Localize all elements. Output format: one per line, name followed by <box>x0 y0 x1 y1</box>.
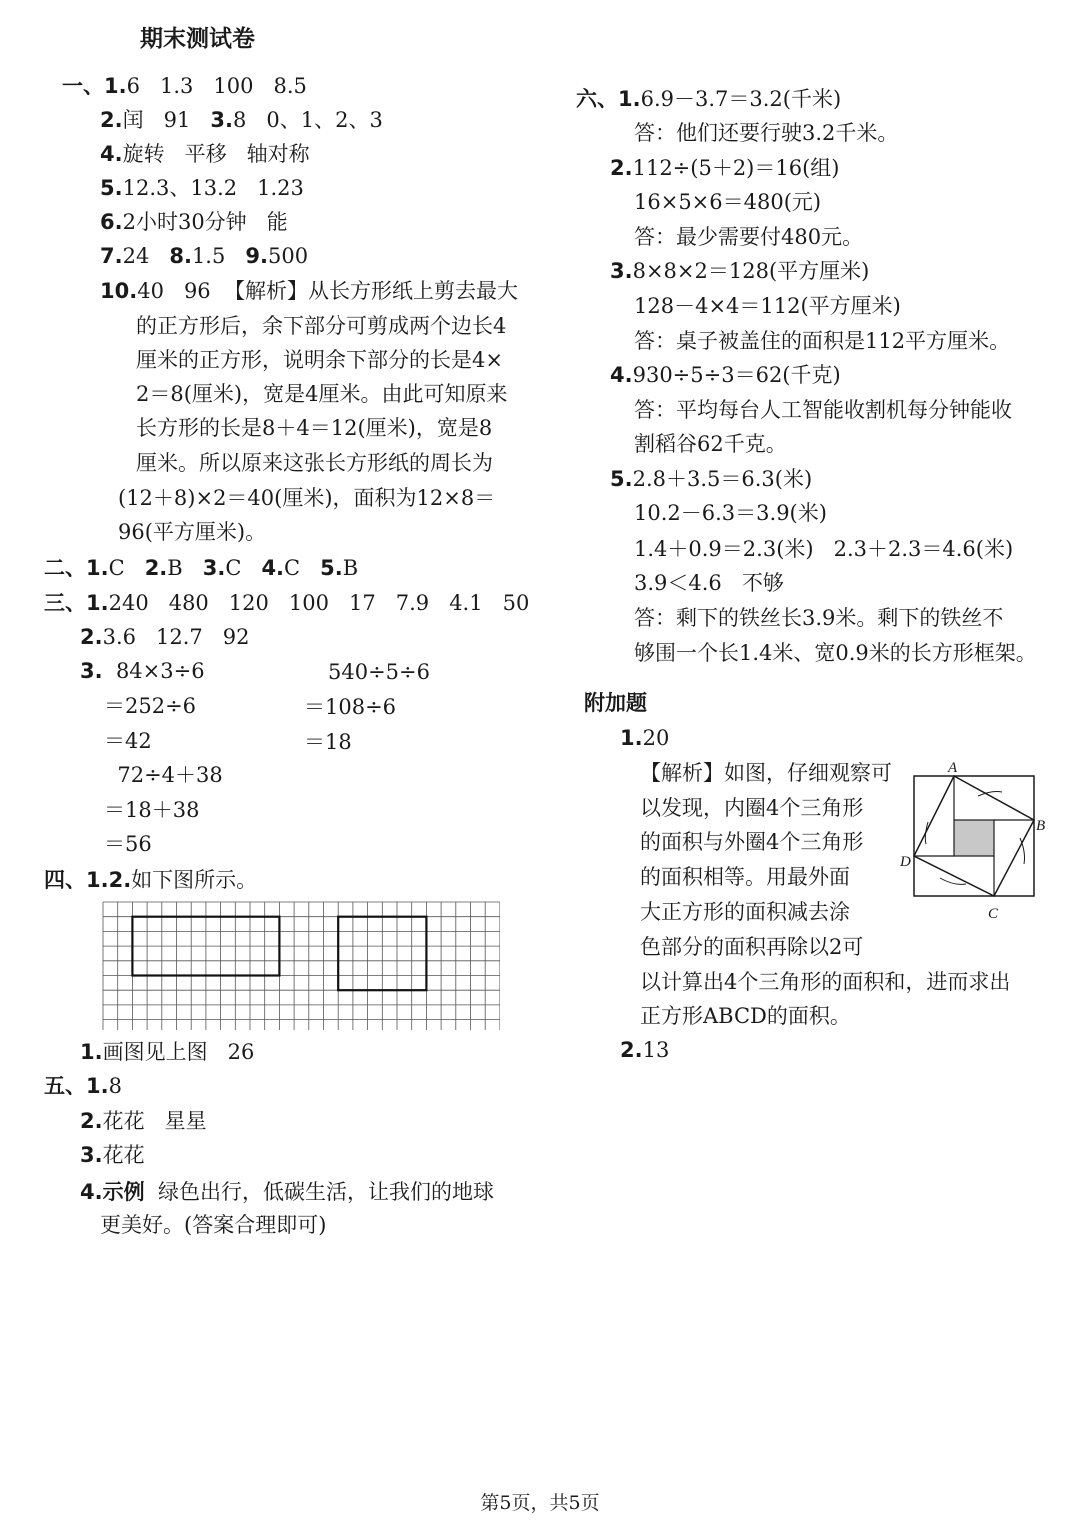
answer-line: 二、1.C 2.B 3.C 4.C 5.B <box>44 556 359 580</box>
answer-line: 六、1.6.9－3.7＝3.2(千米) <box>576 87 842 111</box>
explanation-line: 的面积与外圈4个三角形 <box>640 830 864 854</box>
answer-line: 4.示例 绿色出行，低碳生活，让我们的地球 <box>80 1180 494 1204</box>
answer-line: 够围一个长1.4米、宽0.9米的长方形框架。 <box>634 641 1037 665</box>
explanation-line: 的正方形后，余下部分可剪成两个边长4 <box>136 314 507 338</box>
calc-line: ＝108÷6 <box>304 695 397 719</box>
answer-line: 4.旋转 平移 轴对称 <box>100 142 310 166</box>
vertex-c-label: C <box>988 906 999 922</box>
calc-line: ＝252÷6 <box>104 694 197 718</box>
answer-line: 一、1.6 1.3 100 8.5 <box>62 74 307 98</box>
square-abcd-figure <box>896 762 1052 924</box>
answer-line: 3.9＜4.6 不够 <box>634 571 784 595</box>
answer-line: 割稻谷62千克。 <box>634 432 787 456</box>
answer-line: 6.2小时30分钟 能 <box>100 210 288 234</box>
answer-line: 五、1.8 <box>44 1074 122 1098</box>
answer-line: 更美好。(答案合理即可) <box>100 1213 327 1237</box>
calc-line: 540÷5÷6 <box>328 660 430 684</box>
answer-line: 2.3.6 12.7 92 <box>80 625 250 649</box>
explanation-line: (12＋8)×2＝40(厘米)，面积为12×8＝ <box>118 486 496 510</box>
explanation-line: 96(平方厘米)。 <box>118 520 267 544</box>
explanation-line: 长方形的长是8＋4＝12(厘米)，宽是8 <box>136 416 493 440</box>
explanation-line: 2＝8(厘米)，宽是4厘米。由此可知原来 <box>136 382 508 406</box>
answer-line: 10.2－6.3＝3.9(米) <box>634 501 827 525</box>
answer-line: 2.112÷(5＋2)＝16(组) <box>610 156 840 180</box>
answer-line: 2.13 <box>620 1038 670 1062</box>
answer-line: 1.4＋0.9＝2.3(米) 2.3＋2.3＝4.6(米) <box>634 537 1014 561</box>
answer-line: 答：剩下的铁丝长3.9米。剩下的铁丝不 <box>634 606 1004 630</box>
explanation-line: 厘米的正方形，说明余下部分的长是4× <box>136 348 503 372</box>
explanation-line: 正方形ABCD的面积。 <box>640 1004 851 1028</box>
calc-line: ＝42 <box>104 729 152 753</box>
grid-figure <box>102 900 500 1030</box>
answer-line: 答：最少需要付480元。 <box>634 225 864 249</box>
answer-line: 1.20 <box>620 726 670 750</box>
explanation-line: 以发现，内圈4个三角形 <box>640 796 864 820</box>
calc-line: 72÷4＋38 <box>104 763 223 787</box>
calc-line: ＝18 <box>304 730 352 754</box>
answer-line: 四、1.2.如下图所示。 <box>44 868 258 892</box>
answer-line: 10.40 96 【解析】从长方形纸上剪去最大 <box>100 279 519 303</box>
answer-line: 4.930÷5÷3＝62(千克) <box>610 363 841 387</box>
explanation-line: 色部分的面积再除以2可 <box>640 935 864 959</box>
explanation-line: 厘米。所以原来这张长方形纸的周长为 <box>136 451 493 475</box>
answer-line: 1.画图见上图 26 <box>80 1040 255 1064</box>
calc-line: ＝18＋38 <box>104 798 200 822</box>
calc-line: ＝56 <box>104 832 152 856</box>
answer-line: 答：平均每台人工智能收割机每分钟能收 <box>634 398 1012 422</box>
answer-line: 5.12.3、13.2 1.23 <box>100 176 304 200</box>
vertex-a-label: A <box>948 762 958 776</box>
answer-line: 5.2.8＋3.5＝6.3(米) <box>610 467 813 491</box>
answer-line: 128－4×4＝112(平方厘米) <box>634 294 901 318</box>
answer-line: 3.8×8×2＝128(平方厘米) <box>610 259 870 283</box>
explanation-line: 大正方形的面积减去涂 <box>640 900 850 924</box>
explanation-line: 的面积相等。用最外面 <box>640 865 850 889</box>
answer-line: 3. 84×3÷6 <box>80 659 205 683</box>
page-footer: 第5页，共5页 <box>480 1492 600 1514</box>
explanation-line: 以计算出4个三角形的面积和，进而求出 <box>640 970 1011 994</box>
answer-line: 答：桌子被盖住的面积是112平方厘米。 <box>634 329 1011 353</box>
answer-line: 2.闰 91 3.8 0、1、2、3 <box>100 108 383 132</box>
vertex-d-label: D <box>900 854 911 870</box>
explanation-line: 【解析】如图，仔细观察可 <box>640 761 892 785</box>
page-title: 期末测试卷 <box>140 26 255 52</box>
answer-line: 3.花花 <box>80 1143 145 1167</box>
answer-line: 16×5×6＝480(元) <box>634 190 822 214</box>
answer-line: 答：他们还要行驶3.2千米。 <box>634 121 899 145</box>
answer-line: 7.24 8.1.5 9.500 <box>100 244 309 268</box>
answer-line: 2.花花 星星 <box>80 1109 207 1133</box>
vertex-b-label: B <box>1036 818 1046 834</box>
bonus-heading: 附加题 <box>584 691 647 715</box>
answer-line: 三、1.240 480 120 100 17 7.9 4.1 50 <box>44 591 530 615</box>
